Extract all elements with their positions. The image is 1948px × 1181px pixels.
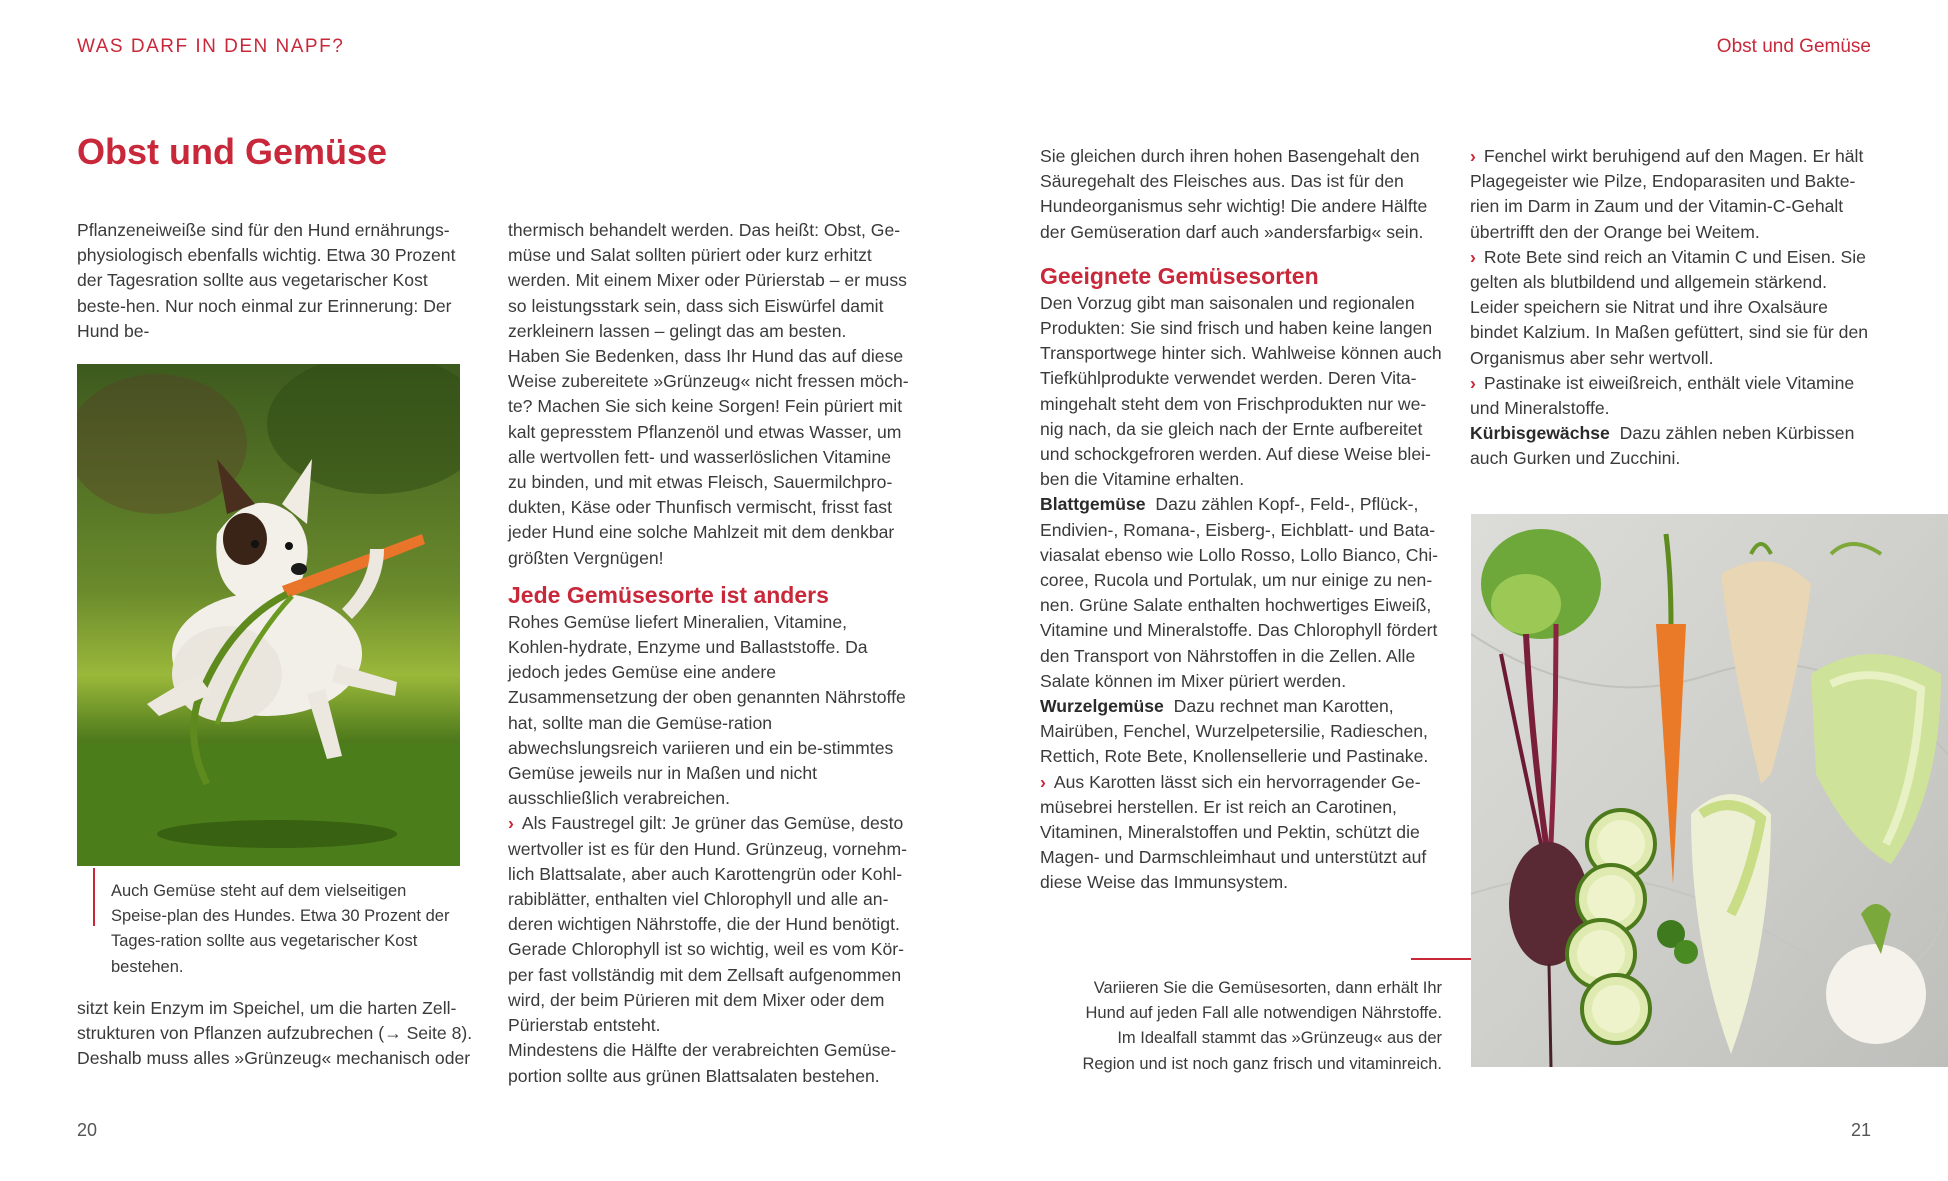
col2-bullet: › Als Faustregel gilt: Je grüner das Gemüse, desto wertvoller ist es für den Hund. Grünzeug, vornehm-lich Blattsalate, aber auch Karottengrün oder Kohl-rabiblätter, enthalten viel Chlorophyll und alle an-deren wichtigen Nährstoffe, die der Hund benötigt. Gerade Chlorophyll ist so wichtig, weil es vom Kör-per fast vollständig mit dem Zellsaft aufgenommen wird, der beim Pürieren mit dem Mixer oder dem Pürierstab entsteht. [508,811,910,1038]
outro-paragraph: sitzt kein Enzym im Speichel, um die harten Zell-strukturen von Pflanzen aufzubrechen (→ Seite 8). Deshalb muss alles »Grünzeug« mechanisch oder [77,998,473,1069]
blattgemuese-label: Blattgemüse [1040,494,1146,515]
dog-photo [77,364,460,866]
heading-geeignete-gemuesesorten: Geeignete Gemüsesorten [1040,262,1319,289]
page-number-right: 21 [1850,1120,1871,1140]
blattgemuese-text: Dazu zählen Kopf-, Feld-, Pflück-, Endivien-, Romana-, Eisberg-, Eichblatt- und Bata-viasalat ebenso wie Lollo Rosso, Lollo Bianco, Chi-coree, Rucola und Portulak, um nur einige zu nen-nen. Grüne Salate enthalten hochwertiges Eiweiß, Vitamine und Mineralstoffe. Das Chlorophyll fördert den Transport von Nährstoffen in die Zellen. Alle Salate können im Mixer püriert werden. [1040,494,1439,691]
heading-jede-gemuesesorte: Jede Gemüsesorte ist anders [508,581,829,608]
running-header-right: Obst und Gemüse [1716,36,1871,57]
dog-with-carrot-image [77,364,460,866]
wurzelgemuese-label: Wurzelgemüse [1040,696,1164,717]
bullet-fenchel: › Fenchel wirkt beruhigend auf den Magen. Er hält Plagegeister wie Pilze, Endoparasiten und Bakte-rien im Darm in Zaum und der Vitamin-C-Gehalt übertrifft den der Orange bei Weitem. [1470,144,1878,245]
col2-paragraph-3: Rohes Gemüse liefert Mineralien, Vitamine, Kohlen-hydrate, Enzyme und Ballaststoffe. Da jedoch jedes Gemüse eine andere Zusammensetzung der oben genannten Nährstoffe hat, sollte man die Gemüse-ration abwechslungsreich variieren und ein be-stimmtes Gemüse jeweils nur in Maßen und nicht ausschließlich verabreichen. [508,611,906,809]
col3-paragraph-2: Den Vorzug gibt man saisonalen und regionalen Produkten: Sie sind frisch und haben keine langen Transportwege hinter sich. Wahlweise können auch Tiefkühlprodukte verwendet werden. Deren Vita-mingehalt steht dem von Frischprodukten nur we-nig nach, da sie gleich nach der Ernte aufbereitet und schockgefroren werden. Auf diese Weise blei-ben die Vitamine erhalten. [1040,292,1442,490]
column-4 [1470,144,1878,472]
col2-paragraph-4: Mindestens die Hälfte der verabreichten Gemüse-portion sollte aus grünen Blattsalaten bestehen. [508,1040,897,1086]
col2-paragraph-2: Haben Sie Bedenken, dass Ihr Hund das auf diese Weise zubereitete »Grünzeug« nicht fressen möch-te? Machen Sie sich keine Sorgen! Fein püriert mit kalt gepresstem Pflanzenöl und etwas Wasser, um alle wertvollen fett- und wasserlöslichen Vitamine zu binden, und mit etwas Fleisch, Sauermilchpro-dukten, Käse oder Thunfisch vermischt, frisst fast jeder Hund eine solche Mahlzeit mit dem denkbar größten Vergnügen! [508,346,909,568]
blattgemuese-paragraph [1040,492,1448,694]
intro-paragraph: Pflanzeneiweiße sind für den Hund ernährungs-physiologisch ebenfalls wichtig. Etwa 30 Prozent der Tagesration sollte aus vegetarischer Kost beste-hen. Nur noch einmal zur Erinnerung: Der Hund be- [77,220,456,341]
dog-photo-caption: Auch Gemüse steht auf dem vielseitigen Speise-plan des Hundes. Etwa 30 Prozent der Tages-ration sollte aus vegetarischer Kost bestehen. [111,882,450,976]
bullet-rote-bete: › Rote Bete sind reich an Vitamin C und Eisen. Sie gelten als blutbildend und allgemein stärkend. Leider speichern sie Nitrat und ihre Oxalsäure bindet Kalzium. In Maßen gefüttert, sind sie für den Organismus aber sehr wertvoll. [1470,245,1878,371]
column-2 [508,218,910,1089]
column-3 [1040,144,1448,896]
kuerbis-paragraph [1470,421,1878,471]
col2-paragraph-1: thermisch behandelt werden. Das heißt: Obst, Ge-müse und Salat sollten püriert oder kurz erhitzt werden. Mit einem Mixer oder Pürierstab – er muss so leistungsstark sein, dass sich Eiswürfel damit zerkleinern lassen – gelingt das am besten. [508,220,907,341]
column-1-intro [77,218,477,344]
bullet-pastinake: › Pastinake ist eiweißreich, enthält viele Vitamine und Mineralstoffe. [1470,371,1878,421]
vegetables-image [1471,514,1948,1067]
col3-paragraph-1: Sie gleichen durch ihren hohen Basengehalt den Säuregehalt des Fleisches aus. Das ist für den Hundeorganismus sehr wichtig! Die andere Hälfte der Gemüseration darf auch »andersfarbig« sein. [1040,146,1428,242]
caption-rule-left [93,868,95,926]
vegetables-photo [1471,514,1948,1067]
page-number-left: 20 [77,1120,98,1140]
caption-rule-right [1411,958,1471,960]
running-header-left: WAS DARF IN DEN NAPF? [77,36,345,57]
kuerbis-label: Kürbisgewächse [1470,423,1610,444]
column-1-outro [77,996,477,1072]
col3-bullet-karotten: › Aus Karotten lässt sich ein hervorragender Ge-müsebrei herstellen. Er ist reich an Carotinen, Vitaminen, Mineralstoffen und Pektin, schützt die Magen- und Darmschleimhaut und unterstützt auf diese Weise das Immunsystem. [1040,770,1448,896]
wurzelgemuese-paragraph [1040,694,1448,770]
page-title: Obst und Gemüse [77,131,388,172]
vegetable-photo-caption: Variieren Sie die Gemüsesorten, dann erhält Ihr Hund auf jeden Fall alle notwendigen Nährstoffe. Im Idealfall stammt das »Grünzeug« aus der Region und ist noch ganz frisch und vitaminreich. [1082,979,1442,1073]
wurzelgemuese-text: Dazu rechnet man Karotten, Mairüben, Fenchel, Wurzelpetersilie, Radieschen, Rettich, Rote Bete, Knollensellerie und Pastinake. [1040,696,1429,767]
kuerbis-text: Dazu zählen neben Kürbissen auch Gurken und Zucchini. [1470,423,1855,469]
